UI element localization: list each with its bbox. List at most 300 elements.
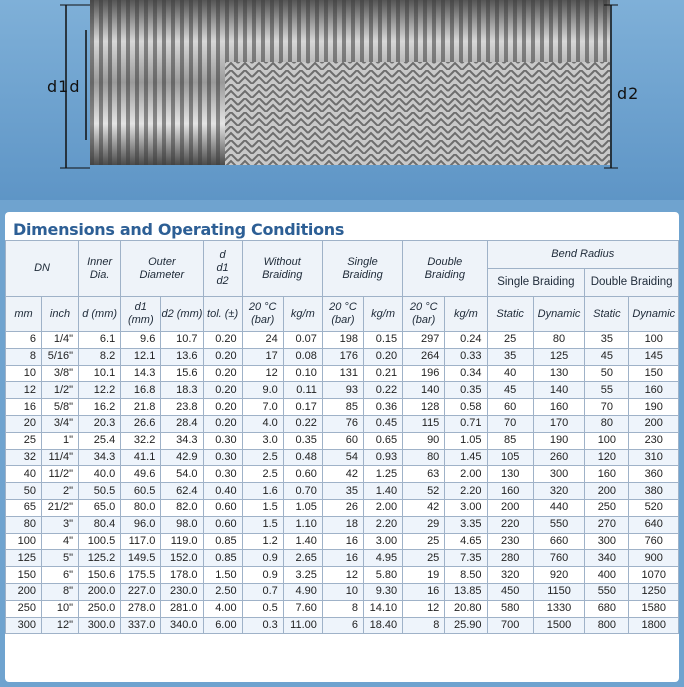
table-cell: 0.34 [445, 365, 487, 382]
table-cell: 119.0 [161, 533, 203, 550]
table-cell: 320 [487, 567, 533, 584]
table-cell: 300 [533, 466, 584, 483]
table-cell: 4.95 [364, 550, 403, 567]
table-cell: 0.24 [445, 332, 487, 349]
table-cell: 11/2" [42, 466, 79, 483]
table-cell: 8 [6, 348, 42, 365]
table-cell: 40 [6, 466, 42, 483]
table-row [6, 415, 679, 432]
table-cell: 50.5 [79, 483, 121, 500]
table-cell: 62.4 [161, 483, 203, 500]
table-cell: 34.3 [79, 449, 121, 466]
dimensions-panel [5, 212, 679, 682]
table-cell: 0.9 [242, 567, 283, 584]
table-cell: 0.20 [203, 348, 242, 365]
table-cell: 12 [403, 600, 445, 617]
table-cell: 100 [629, 332, 679, 349]
table-cell: 14.10 [364, 600, 403, 617]
table-cell: 20.3 [79, 415, 121, 432]
table-cell: 15.6 [161, 365, 203, 382]
table-row [6, 550, 679, 567]
table-cell: 280 [487, 550, 533, 567]
table-cell: 0.20 [203, 415, 242, 432]
table-cell: 0.22 [283, 415, 322, 432]
table-cell: 580 [487, 600, 533, 617]
table-cell: 150 [629, 365, 679, 382]
table-cell: 0.40 [203, 483, 242, 500]
table-cell: 63 [403, 466, 445, 483]
table-cell: 640 [629, 516, 679, 533]
table-row [6, 432, 679, 449]
header-single-braiding: Single Braiding [322, 241, 402, 297]
table-cell: 150 [6, 567, 42, 584]
table-cell: 3.35 [445, 516, 487, 533]
table-cell: 11.00 [283, 617, 322, 634]
table-cell: 2.5 [242, 449, 283, 466]
table-cell: 24 [242, 332, 283, 349]
table-cell: 0.07 [283, 332, 322, 349]
table-row [6, 617, 679, 634]
table-cell: 4.65 [445, 533, 487, 550]
table-cell: 660 [533, 533, 584, 550]
table-cell: 29 [403, 516, 445, 533]
table-row [6, 348, 679, 365]
table-cell: 2.50 [203, 583, 242, 600]
table-cell: 360 [629, 466, 679, 483]
table-cell: 1.25 [364, 466, 403, 483]
table-cell: 10 [322, 583, 363, 600]
table-cell: 3" [42, 516, 79, 533]
table-cell: 200.0 [79, 583, 121, 600]
table-cell: 920 [533, 567, 584, 584]
table-cell: 10.7 [161, 332, 203, 349]
table-cell: 26 [322, 499, 363, 516]
table-cell: 82.0 [161, 499, 203, 516]
table-cell: 7.0 [242, 399, 283, 416]
table-cell: 0.30 [203, 432, 242, 449]
table-cell: 145 [629, 348, 679, 365]
table-cell: 170 [533, 415, 584, 432]
table-cell: 14.3 [121, 365, 161, 382]
table-cell: 65 [6, 499, 42, 516]
d2-label: d2 [617, 84, 640, 103]
table-cell: 85 [487, 432, 533, 449]
unit-header: kg/m [364, 297, 403, 332]
table-cell: 4" [42, 533, 79, 550]
table-cell: 0.60 [203, 499, 242, 516]
table-cell: 270 [585, 516, 629, 533]
table-cell: 1.40 [283, 533, 322, 550]
table-cell: 23.8 [161, 399, 203, 416]
table-cell: 2.20 [445, 483, 487, 500]
table-cell: 96.0 [121, 516, 161, 533]
table-cell: 760 [629, 533, 679, 550]
table-cell: 230 [629, 432, 679, 449]
table-cell: 0.20 [203, 399, 242, 416]
unit-header: 20 °C (bar) [322, 297, 363, 332]
table-cell: 0.60 [203, 516, 242, 533]
header-bend-radius: Bend Radius [487, 241, 678, 269]
table-cell: 190 [629, 399, 679, 416]
table-cell: 1330 [533, 600, 584, 617]
header-inner: Inner Dia. [79, 241, 121, 297]
table-cell: 26.6 [121, 415, 161, 432]
table-cell: 10" [42, 600, 79, 617]
table-cell: 0.60 [283, 466, 322, 483]
table-cell: 54 [322, 449, 363, 466]
table-cell: 0.70 [283, 483, 322, 500]
unit-header: d (mm) [79, 297, 121, 332]
table-cell: 6 [322, 617, 363, 634]
unit-header: mm [6, 297, 42, 332]
unit-header: Dynamic [533, 297, 584, 332]
table-cell: 25 [487, 332, 533, 349]
table-cell: 2.00 [445, 466, 487, 483]
table-cell: 9.30 [364, 583, 403, 600]
table-cell: 520 [629, 499, 679, 516]
table-cell: 200 [6, 583, 42, 600]
table-cell: 0.35 [283, 432, 322, 449]
table-cell: 1.05 [445, 432, 487, 449]
table-cell: 149.5 [121, 550, 161, 567]
table-cell: 4.0 [242, 415, 283, 432]
table-cell: 8" [42, 583, 79, 600]
table-cell: 17 [242, 348, 283, 365]
table-cell: 32.2 [121, 432, 161, 449]
table-cell: 28.4 [161, 415, 203, 432]
table-cell: 0.20 [364, 348, 403, 365]
table-cell: 0.71 [445, 415, 487, 432]
table-cell: 34.3 [161, 432, 203, 449]
table-cell: 90 [403, 432, 445, 449]
table-cell: 52 [403, 483, 445, 500]
table-cell: 1.40 [364, 483, 403, 500]
table-cell: 130 [487, 466, 533, 483]
unit-header: Static [585, 297, 629, 332]
table-cell: 1.50 [203, 567, 242, 584]
table-row [6, 466, 679, 483]
table-cell: 250 [6, 600, 42, 617]
table-title: Dimensions and Operating Conditions [13, 220, 345, 239]
table-cell: 3/8" [42, 365, 79, 382]
table-cell: 16.8 [121, 382, 161, 399]
table-cell: 35 [487, 348, 533, 365]
table-cell: 16 [322, 533, 363, 550]
table-cell: 50 [6, 483, 42, 500]
table-cell: 45 [487, 382, 533, 399]
table-cell: 8.50 [445, 567, 487, 584]
table-cell: 93 [322, 382, 363, 399]
table-cell: 54.0 [161, 466, 203, 483]
table-cell: 400 [585, 567, 629, 584]
table-cell: 340 [585, 550, 629, 567]
table-cell: 100 [585, 432, 629, 449]
table-cell: 117.0 [121, 533, 161, 550]
table-cell: 55 [585, 382, 629, 399]
table-cell: 45 [585, 348, 629, 365]
table-cell: 7.35 [445, 550, 487, 567]
table-cell: 250.0 [79, 600, 121, 617]
table-cell: 230.0 [161, 583, 203, 600]
unit-header: Static [487, 297, 533, 332]
table-cell: 16.2 [79, 399, 121, 416]
header-without-braiding: Without Braiding [242, 241, 322, 297]
table-cell: 1580 [629, 600, 679, 617]
table-cell: 76 [322, 415, 363, 432]
table-cell: 80 [6, 516, 42, 533]
table-cell: 1.05 [283, 499, 322, 516]
table-cell: 3.0 [242, 432, 283, 449]
table-cell: 0.15 [364, 332, 403, 349]
table-cell: 125 [533, 348, 584, 365]
table-cell: 320 [533, 483, 584, 500]
table-cell: 337.0 [121, 617, 161, 634]
table-cell: 300 [6, 617, 42, 634]
table-cell: 200 [585, 483, 629, 500]
table-cell: 278.0 [121, 600, 161, 617]
table-cell: 175.5 [121, 567, 161, 584]
table-cell: 0.10 [283, 365, 322, 382]
table-cell: 152.0 [161, 550, 203, 567]
table-cell: 160 [629, 382, 679, 399]
table-cell: 60 [322, 432, 363, 449]
table-cell: 178.0 [161, 567, 203, 584]
table-cell: 0.48 [283, 449, 322, 466]
table-cell: 25.90 [445, 617, 487, 634]
table-cell: 227.0 [121, 583, 161, 600]
table-cell: 18.40 [364, 617, 403, 634]
table-cell: 0.9 [242, 550, 283, 567]
table-cell: 12 [6, 382, 42, 399]
table-cell: 5/8" [42, 399, 79, 416]
table-cell: 32 [6, 449, 42, 466]
table-cell: 25.4 [79, 432, 121, 449]
table-cell: 2.5 [242, 466, 283, 483]
table-cell: 100.5 [79, 533, 121, 550]
braided-hose-drawing [0, 0, 684, 200]
table-cell: 12 [242, 365, 283, 382]
table-cell: 1/4" [42, 332, 79, 349]
table-cell: 1150 [533, 583, 584, 600]
table-cell: 80 [403, 449, 445, 466]
table-cell: 0.35 [445, 382, 487, 399]
table-cell: 125.2 [79, 550, 121, 567]
table-cell: 340.0 [161, 617, 203, 634]
table-cell: 0.7 [242, 583, 283, 600]
table-cell: 16 [6, 399, 42, 416]
table-cell: 2.65 [283, 550, 322, 567]
table-row [6, 382, 679, 399]
table-cell: 0.5 [242, 600, 283, 617]
table-cell: 20.80 [445, 600, 487, 617]
header-outer: Outer Diameter [121, 241, 203, 297]
table-cell: 131 [322, 365, 363, 382]
table-cell: 200 [487, 499, 533, 516]
table-cell: 1800 [629, 617, 679, 634]
table-cell: 16 [403, 583, 445, 600]
table-cell: 65.0 [79, 499, 121, 516]
table-cell: 2.20 [364, 516, 403, 533]
table-cell: 115 [403, 415, 445, 432]
table-cell: 40 [487, 365, 533, 382]
table-cell: 3.00 [445, 499, 487, 516]
table-cell: 100 [6, 533, 42, 550]
table-cell: 0.30 [203, 466, 242, 483]
table-cell: 800 [585, 617, 629, 634]
hose-illustration [0, 0, 684, 200]
table-cell: 440 [533, 499, 584, 516]
table-cell: 150.6 [79, 567, 121, 584]
table-cell: 80.0 [121, 499, 161, 516]
unit-header: tol. (±) [203, 297, 242, 332]
table-cell: 300.0 [79, 617, 121, 634]
table-cell: 3.00 [364, 533, 403, 550]
header-bend-double: Double Braiding [585, 269, 679, 297]
table-cell: 4.00 [203, 600, 242, 617]
table-row [6, 399, 679, 416]
table-cell: 5.80 [364, 567, 403, 584]
table-cell: 160 [487, 483, 533, 500]
table-cell: 2.00 [364, 499, 403, 516]
table-cell: 1.6 [242, 483, 283, 500]
table-cell: 310 [629, 449, 679, 466]
table-cell: 35 [585, 332, 629, 349]
table-cell: 16 [322, 550, 363, 567]
table-cell: 230 [487, 533, 533, 550]
table-cell: 50 [585, 365, 629, 382]
table-cell: 3/4" [42, 415, 79, 432]
table-cell: 9.0 [242, 382, 283, 399]
table-cell: 6.1 [79, 332, 121, 349]
table-cell: 0.33 [445, 348, 487, 365]
table-cell: 300 [585, 533, 629, 550]
table-row [6, 583, 679, 600]
table-row [6, 365, 679, 382]
table-cell: 1250 [629, 583, 679, 600]
table-row [6, 332, 679, 349]
table-cell: 8 [322, 600, 363, 617]
table-cell: 760 [533, 550, 584, 567]
table-cell: 1.10 [283, 516, 322, 533]
table-cell: 140 [533, 382, 584, 399]
table-cell: 1.2 [242, 533, 283, 550]
table-cell: 10 [6, 365, 42, 382]
table-row [6, 499, 679, 516]
table-cell: 264 [403, 348, 445, 365]
table-cell: 196 [403, 365, 445, 382]
table-cell: 8 [403, 617, 445, 634]
table-cell: 70 [487, 415, 533, 432]
table-cell: 5" [42, 550, 79, 567]
table-cell: 1/2" [42, 382, 79, 399]
unit-header: d2 (mm) [161, 297, 203, 332]
table-cell: 1.5 [242, 499, 283, 516]
table-cell: 0.85 [203, 550, 242, 567]
table-row [6, 533, 679, 550]
unit-header: inch [42, 297, 79, 332]
table-cell: 0.3 [242, 617, 283, 634]
table-cell: 12.2 [79, 382, 121, 399]
table-cell: 1" [42, 432, 79, 449]
table-cell: 260 [533, 449, 584, 466]
header-double-braiding: Double Braiding [403, 241, 487, 297]
table-cell: 200 [629, 415, 679, 432]
table-cell: 0.85 [203, 533, 242, 550]
table-cell: 18 [322, 516, 363, 533]
table-cell: 35 [322, 483, 363, 500]
unit-header: kg/m [445, 297, 487, 332]
table-cell: 25 [403, 533, 445, 550]
table-cell: 8.2 [79, 348, 121, 365]
table-cell: 19 [403, 567, 445, 584]
table-cell: 42.9 [161, 449, 203, 466]
table-cell: 60.5 [121, 483, 161, 500]
table-cell: 380 [629, 483, 679, 500]
table-cell: 1500 [533, 617, 584, 634]
table-cell: 41.1 [121, 449, 161, 466]
table-cell: 49.6 [121, 466, 161, 483]
table-cell: 250 [585, 499, 629, 516]
table-cell: 25 [6, 432, 42, 449]
table-cell: 0.21 [364, 365, 403, 382]
table-cell: 18.3 [161, 382, 203, 399]
table-row [6, 567, 679, 584]
table-cell: 160 [533, 399, 584, 416]
dimensions-table [5, 240, 679, 634]
table-cell: 12" [42, 617, 79, 634]
table-cell: 550 [533, 516, 584, 533]
table-cell: 13.6 [161, 348, 203, 365]
table-cell: 60 [487, 399, 533, 416]
header-bend-single: Single Braiding [487, 269, 585, 297]
table-cell: 40.0 [79, 466, 121, 483]
table-cell: 0.20 [203, 382, 242, 399]
table-cell: 700 [487, 617, 533, 634]
table-cell: 0.30 [203, 449, 242, 466]
table-cell: 281.0 [161, 600, 203, 617]
table-cell: 21.8 [121, 399, 161, 416]
table-row [6, 516, 679, 533]
table-cell: 0.65 [364, 432, 403, 449]
table-cell: 12.1 [121, 348, 161, 365]
unit-header: Dynamic [629, 297, 679, 332]
unit-header: 20 °C (bar) [403, 297, 445, 332]
table-cell: 0.11 [283, 382, 322, 399]
unit-header: d1 (mm) [121, 297, 161, 332]
table-cell: 1070 [629, 567, 679, 584]
table-cell: 7.60 [283, 600, 322, 617]
table-cell: 10.1 [79, 365, 121, 382]
table-cell: 550 [585, 583, 629, 600]
table-cell: 6.00 [203, 617, 242, 634]
table-cell: 4.90 [283, 583, 322, 600]
table-cell: 450 [487, 583, 533, 600]
table-cell: 3.25 [283, 567, 322, 584]
table-cell: 120 [585, 449, 629, 466]
table-cell: 0.58 [445, 399, 487, 416]
table-cell: 80.4 [79, 516, 121, 533]
table-cell: 198 [322, 332, 363, 349]
table-cell: 0.08 [283, 348, 322, 365]
table-cell: 9.6 [121, 332, 161, 349]
header-dn: DN [6, 241, 79, 297]
unit-header: kg/m [283, 297, 322, 332]
table-cell: 20 [6, 415, 42, 432]
table-cell: 105 [487, 449, 533, 466]
unit-header: 20 °C (bar) [242, 297, 283, 332]
table-cell: 140 [403, 382, 445, 399]
table-cell: 0.45 [364, 415, 403, 432]
